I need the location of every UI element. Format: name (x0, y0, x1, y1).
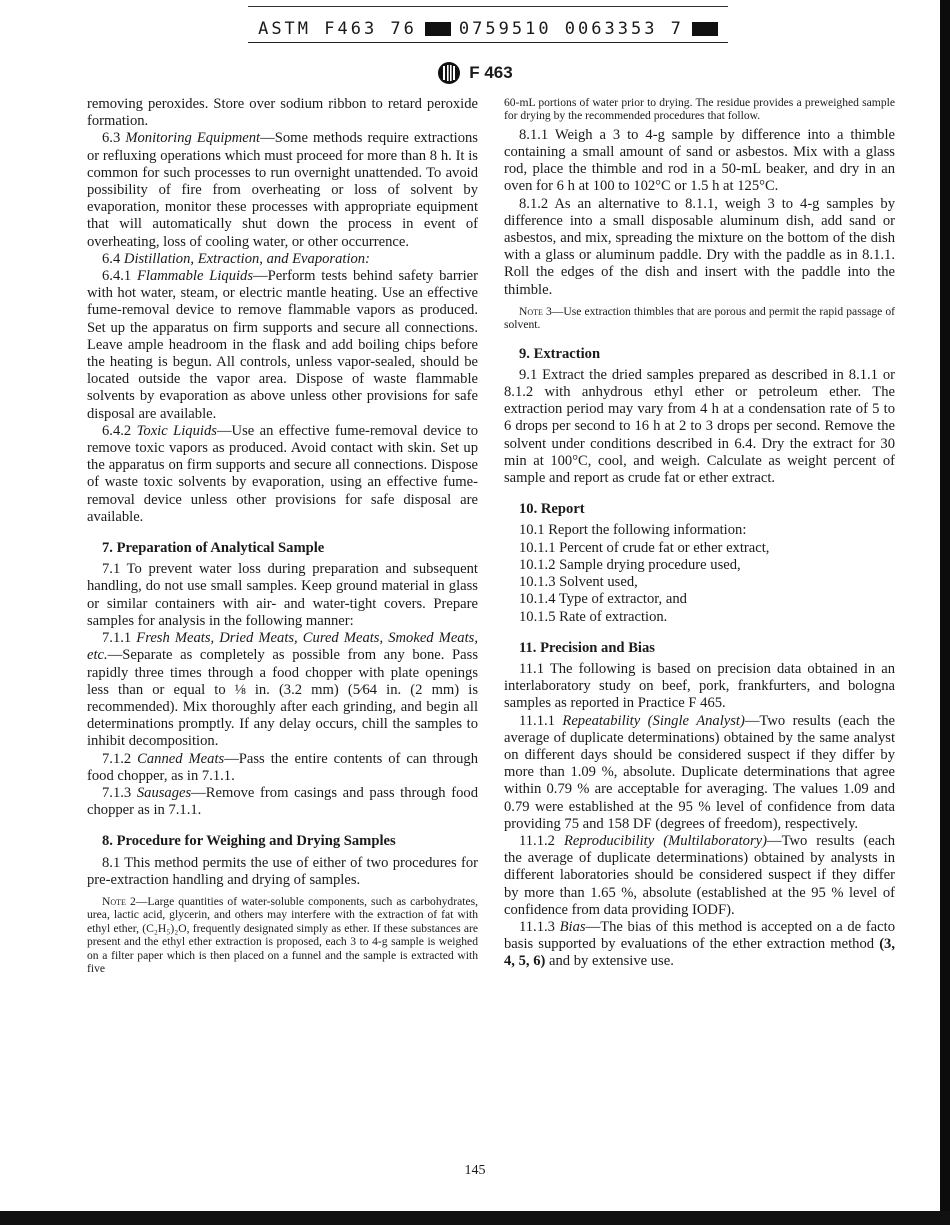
document-code-right: 0759510 0063353 7 (458, 19, 684, 39)
section-11-1-1: 11.1.1 Repeatability (Single Analyst)—Two results (each the average of duplicate determinations) obtained by the same analyst on different days should be considered suspect if they differ by more than 1.09 %, absolute. Duplicate determinations that agree within 0.79 % are acceptable for averaging. The values 1.09 and 0.79 were established at the 95 % level of confidence from data providing 75 and 158 DF (degrees of freedom), respectively. (504, 712, 896, 832)
note-3: Note 3—Use extraction thimbles that are porous and permit the rapid passage of solvent. (504, 304, 896, 332)
section-heading-8: 8. Procedure for Weighing and Drying Samples (102, 833, 396, 850)
right-column (504, 96, 895, 971)
section-11-1-2: 11.1.2 Reproducibility (Multilaboratory)—Two results (each the average of duplicate determinations) obtained by analysts in different laboratories should be considered suspect if they differ by more than 1.65 %, absolute (established at the 95 % level of confidence from data providing IODF). (504, 832, 895, 918)
section-8-1-2: 8.1.2 As an alternative to 8.1.1, weigh 3 to 4-g samples by difference into a small disposable aluminum dish, add sand or asbestos, and mix, spreading the mixture on the bottom of the dish with a glass or aluminum paddle. Dry with the paddle as in 8.1.1. Roll the edges of the dish and insert with the paddle into the thimble. (504, 195, 895, 298)
list-item: 10.1.2 Sample drying procedure used, (519, 556, 741, 573)
list-item: 10.1 Report the following information: (519, 522, 747, 539)
report-list (504, 522, 895, 625)
list-item: 10.1.1 Percent of crude fat or ether extract, (519, 539, 770, 556)
paragraph: removing peroxides. Store over sodium ribbon to retard peroxide formation. (87, 96, 478, 130)
list-item: 10.1.5 Rate of extraction. (519, 608, 668, 625)
note-2: Note 2—Large quantities of water-soluble components, such as carbohydrates, urea, lactic acid, glycerin, and others may interfere with the extraction of fat with ethyl ether, (C₂H₅)₂O, frequently designated simply as ether. If these substances are present and the ethyl ether extraction is proposed, each 3 to 4-g sample is weighed on a filter paper which is then placed on a funnel and the sample is extracted with five (87, 894, 479, 975)
section-heading-7: 7. Preparation of Analytical Sample (102, 540, 325, 557)
note-2-continued: 60-mL portions of water prior to drying. The residue provides a preweighed sample for drying by the recommended procedures that follow. (504, 96, 895, 123)
section-7-1-2: 7.1.2 Canned Meats—Pass the entire contents of can through food chopper, as in 7.1.1. (87, 750, 478, 784)
document-code-header (248, 16, 728, 43)
document-code-left: ASTM F463 76 (258, 19, 417, 39)
scan-edge-bottom (0, 1211, 950, 1225)
section-9-1: 9.1 Extract the dried samples prepared as described in 8.1.1 or 8.1.2 with anhydrous ethyl ether or petroleum ether. The extraction period may vary from 4 h at a condensation rate of 5 to 6 drops per second to 16 h at 2 to 3 drops per second. Remove the solvent under conditions described in 6.4. Dry the extract for 30 min at 100°C, cool, and weigh. Calculate as weight percent of sample and report as crude fat or ether extract. (504, 366, 895, 487)
section-6-4-2: 6.4.2 Toxic Liquids—Use an effective fume-removal device to remove toxic vapors as produced. Avoid contact with skin. Set up the apparatus on firm supports and secure all connections. Dispose of waste toxic solvents by evaporation, using an effective fume-removal device unless other provisions for safe disposal are available. (87, 422, 479, 525)
top-rule (248, 6, 728, 7)
section-heading-11: 11. Precision and Bias (519, 639, 655, 656)
page-number: 145 (464, 1163, 486, 1178)
section-heading-9: 9. Extraction (519, 345, 601, 362)
section-6-4-1: 6.4.1 Flammable Liquids—Perform tests behind safety barrier with hot water, steam, or electric mantle heating. Use an effective fume-removal device to remove flammable vapors as produced. Set up the apparatus on firm supports and secure all connections. Leave ample headroom in the flask and add boiling chips before the heating is begun. All controls, unless vapor-sealed, should be located outside the vapor area. Dispose of waste flammable solvents by evaporation as above unless other provisions for safe disposal are available. (87, 268, 479, 422)
section-8-1: 8.1 This method permits the use of either of two procedures for pre-extraction handling and drying of samples. (87, 854, 478, 888)
section-11-1: 11.1 The following is based on precision data obtained in an interlaboratory study on beef, pork, frankfurters, and bologna samples as reported in Practice F 465. (504, 660, 895, 712)
section-heading-10: 10. Report (519, 501, 585, 518)
left-column (87, 96, 478, 979)
section-6-3: 6.3 Monitoring Equipment—Some methods require extractions or refluxing operations which must proceed for more than 8 h. It is common for such processes to run overnight unattended. To avoid possibility of fire from overheating or loss of solvent by evaporation, monitor these processes with appropriate equipment that will automatically shut down the process in event of overheating, loss of cooling water, or other occurrence. (87, 130, 478, 250)
code-block-mark (425, 22, 451, 36)
list-item: 10.1.3 Solvent used, (519, 574, 638, 591)
designation-label: F 463 (469, 63, 513, 82)
section-8-1-1: 8.1.1 Weigh a 3 to 4-g sample by difference into a thimble containing a small amount of sand or asbestos. Mix with a glass rod, place the thimble and rod in a 50-mL beaker, and dry in an oven for 6 h at 100 to 102°C or 1.5 h at 125°C. (504, 126, 895, 195)
section-11-1-3: 11.1.3 Bias—The bias of this method is accepted on a de facto basis supported by evaluations of the ether extraction method (3, 4, 5, 6) and by extensive use. (504, 918, 895, 970)
scan-edge-right (940, 0, 950, 1225)
list-item: 10.1.4 Type of extractor, and (519, 591, 687, 608)
section-7-1-1: 7.1.1 Fresh Meats, Dried Meats, Cured Meats, Smoked Meats, etc.—Separate as completely as possible from any bone. Pass rapidly three times through a food chopper with plate openings less than or equal to ⅛ in. (3.2 mm) (5⁄64 in. (2 mm) is recommended). Mix thoroughly after each grinding, and begin all determinations promptly. If any delay occurs, chill the samples to inhibit decomposition. (87, 630, 478, 750)
section-7-1: 7.1 To prevent water loss during preparation and subsequent handling, do not use small samples. Keep ground material in glass or similar containers with air- and water-tight covers. Prepare samples for analysis in the following manner: (87, 561, 478, 629)
code-block-mark (692, 22, 718, 36)
astm-logo-icon (437, 61, 461, 85)
section-7-1-3: 7.1.3 Sausages—Remove from casings and pass through food chopper as in 7.1.1. (87, 784, 478, 819)
designation-header (0, 60, 950, 86)
section-6-4: 6.4 Distillation, Extraction, and Evaporation: (102, 250, 370, 267)
